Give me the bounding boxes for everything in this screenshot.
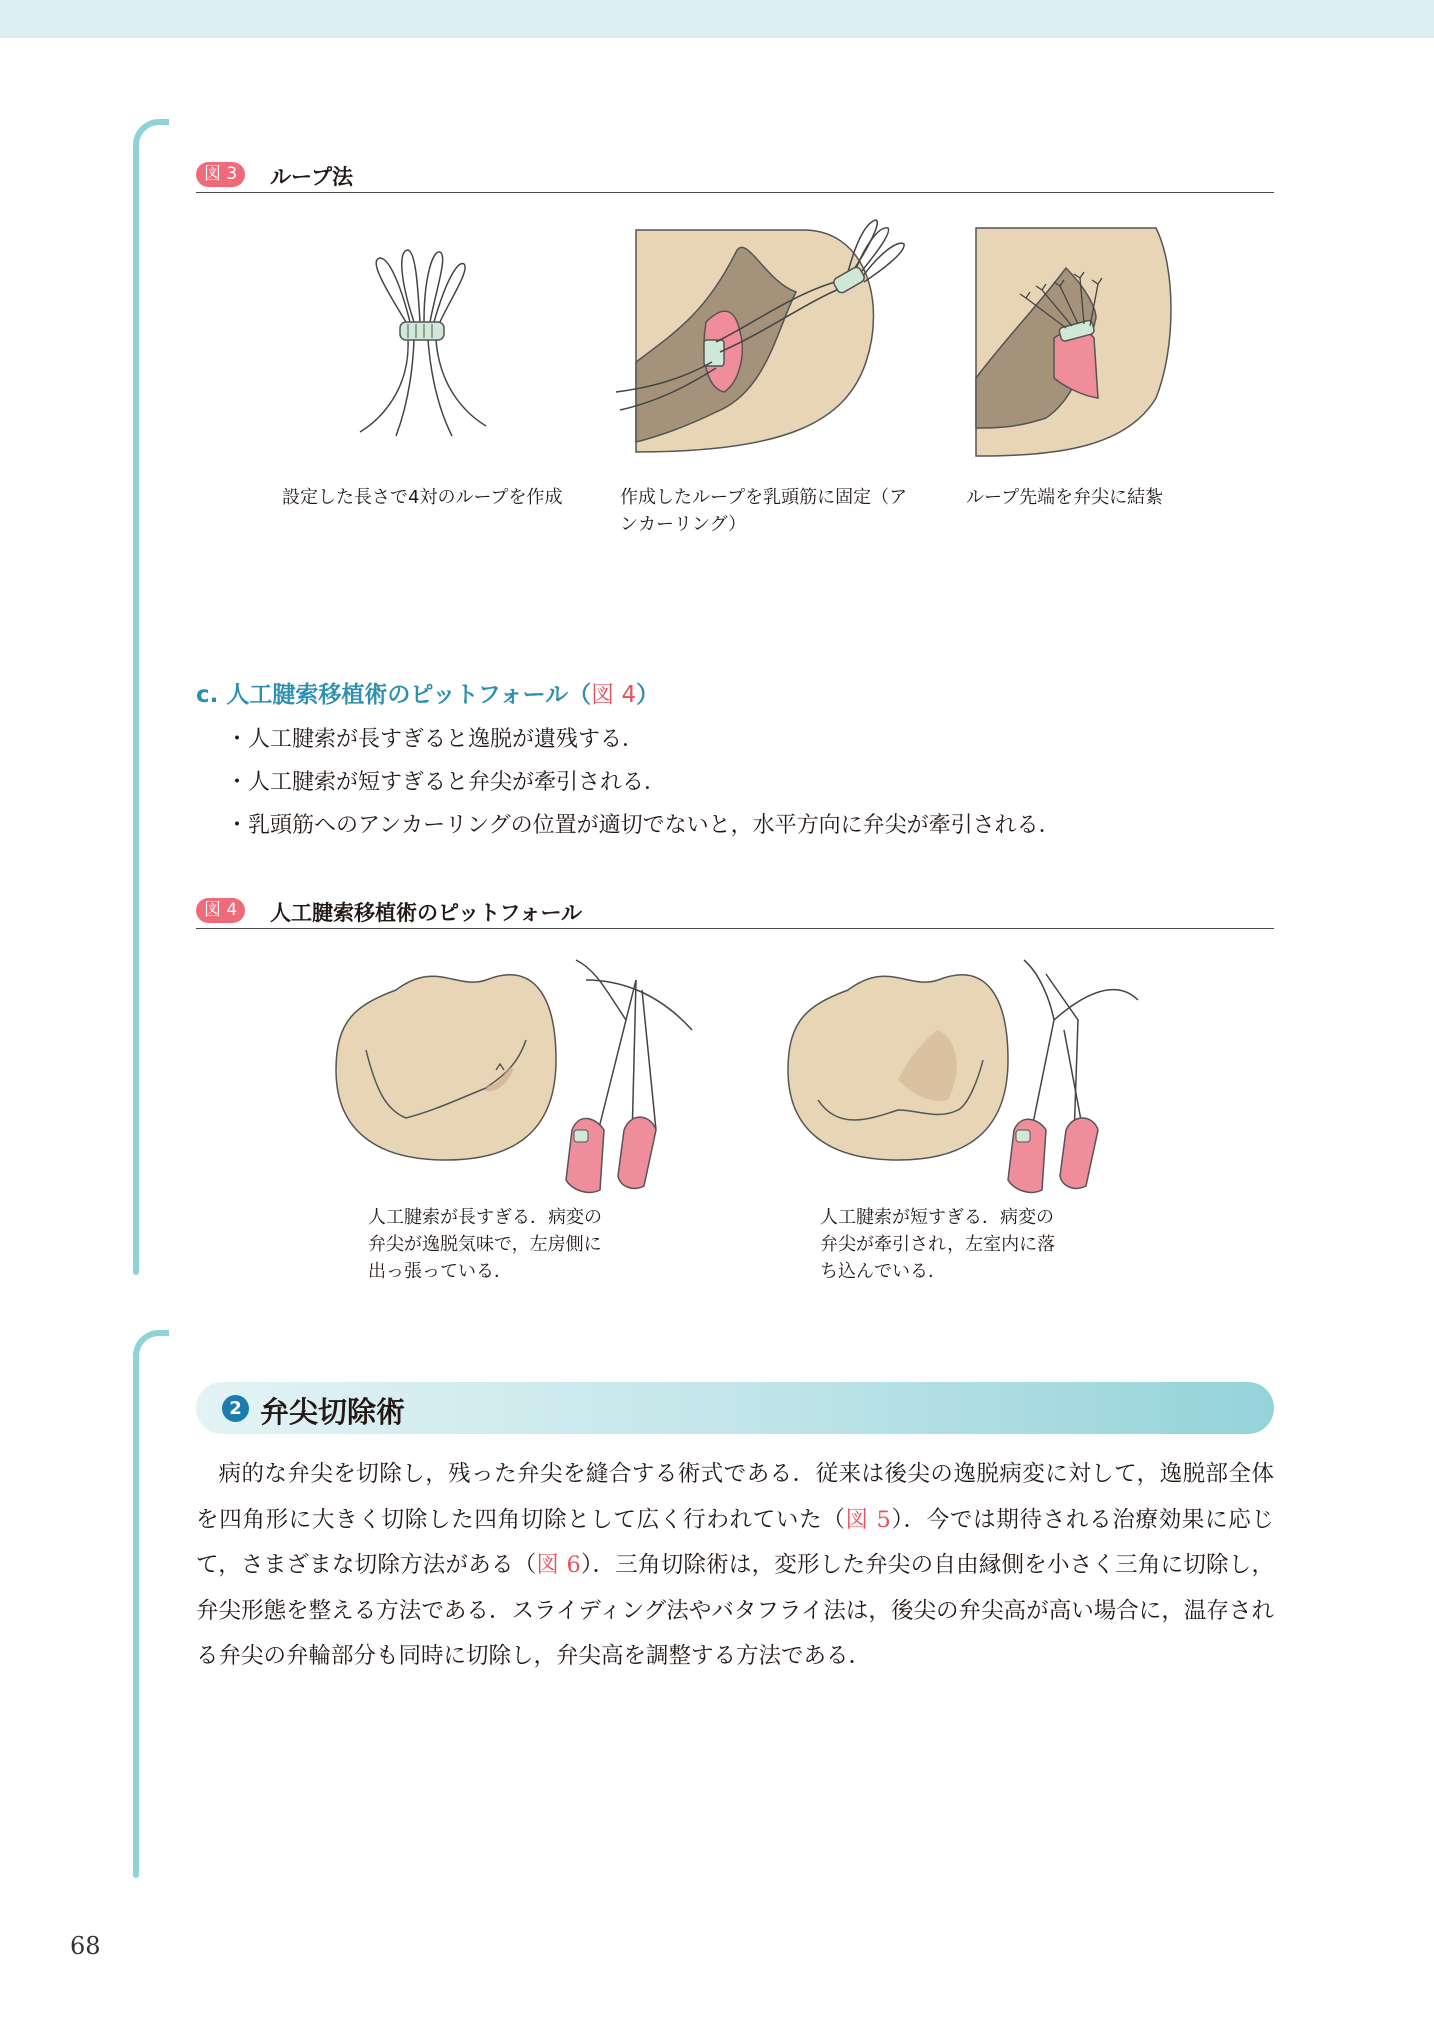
body-text-part: ）．三角切除術は，変形した弁尖の自由縁側を小さく三角に切除し，弁尖形態を整える方法である．スライディング法やバタフライ法は，後尖の弁尖高が高い場合に，温存される弁尖の弁輪部分も同時に切除し，弁尖高を調整する方法である． (196, 1552, 1274, 1669)
fig6-reference: 図 6 (536, 1552, 581, 1578)
fig5-reference: 図 5 (845, 1506, 891, 1533)
section-c-heading (196, 676, 659, 709)
section2-title: 弁尖切除術 (260, 1395, 406, 1429)
fig3-caption-3: ループ先端を弁尖に結紮 (966, 487, 1164, 508)
section-c-heading-text: c. 人工腱索移植術のピットフォール（ (196, 682, 592, 708)
accent-bar-top (133, 150, 139, 1275)
fig4-illustration-short (788, 960, 1168, 1200)
fig3-illustration-loops (340, 240, 500, 440)
top-band (0, 0, 1434, 38)
fig4-title: 人工腱索移植術のピットフォール (270, 901, 583, 925)
section2-body (196, 1452, 1274, 1680)
bullet-item: ・乳頭筋へのアンカーリングの位置が適切でないと，水平方向に弁尖が牽引される． (226, 813, 1061, 838)
fig3-illustration-tying (976, 228, 1176, 456)
fig4-badge: 図 4 (196, 898, 245, 923)
body-text-part: ）．今では期待される治療効果に応じて，さまざまな切除方法がある（ (196, 1506, 1274, 1578)
fig4-reference: 図 4 (591, 682, 637, 708)
fig4-caption-2: 人工腱索が短すぎる．病変の弁尖が牽引され，左室内に落ち込んでいる． (820, 1207, 1056, 1282)
fig3-illustration-anchoring (636, 212, 916, 452)
bullet-item: ・人工腱索が長すぎると逸脱が遺残する． (226, 727, 645, 752)
accent-bar-bottom (133, 1360, 139, 1878)
fig3-title: ループ法 (270, 165, 353, 189)
fig3-caption-1: 設定した長さで4対のループを作成 (282, 487, 563, 508)
fig4-caption-1: 人工腱索が長すぎる．病変の弁尖が逸脱気味で，左房側に出っ張っている． (368, 1207, 602, 1282)
section-c-heading-close: ） (636, 682, 660, 708)
fig3-header (196, 158, 1274, 193)
accent-hook-top (133, 119, 169, 155)
body-text-part: 病的な弁尖を切除し，残った弁尖を縫合する術式である．従来は後尖の逸脱病変に対して，逸脱部全体を四角形に大きく切除した四角切除として広く行われていた（ (196, 1461, 1274, 1533)
page-number: 68 (70, 1932, 101, 1960)
fig3-badge: 図 3 (196, 162, 245, 187)
fig3-caption-2: 作成したループを乳頭筋に固定（アンカーリング） (620, 487, 908, 535)
bullet-item: ・人工腱索が短すぎると弁尖が牽引される． (226, 770, 667, 795)
section2-heading-bar (196, 1382, 1274, 1434)
fig4-illustration-long (336, 960, 716, 1200)
fig4-header (196, 894, 1274, 929)
section-number-badge: 2 (222, 1395, 249, 1422)
